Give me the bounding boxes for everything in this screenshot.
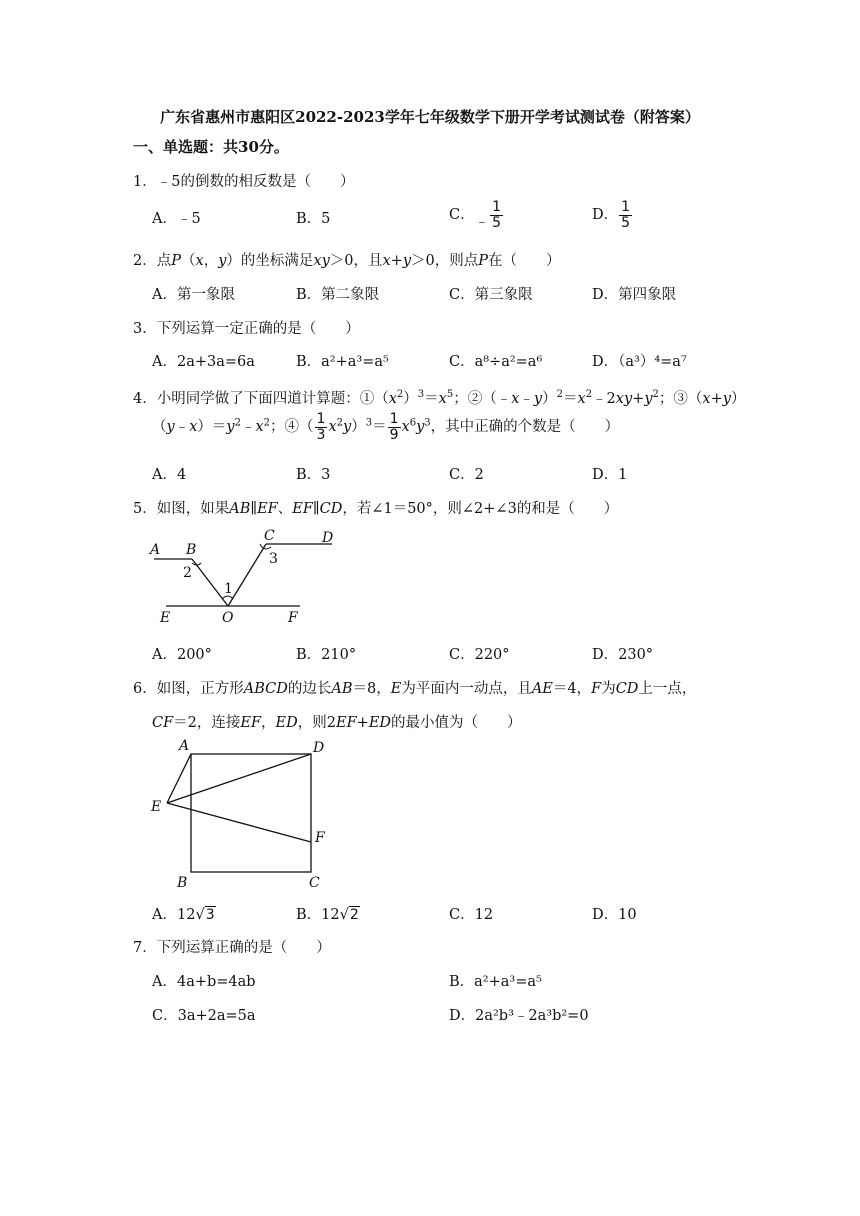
question-1-stem: 1．﹣5的倒数的相反数是（ ） bbox=[133, 174, 355, 190]
q5-option-a: A．200° bbox=[152, 647, 212, 663]
question-3-stem: 3．下列运算一定正确的是（ ） bbox=[133, 321, 360, 337]
question-6-line-1: 6．如图，正方形ABCD的边长AB＝8，E为平面内一动点，且AE＝4，F为CD上一点， bbox=[133, 681, 697, 697]
q2-text: 在（ ） bbox=[488, 253, 561, 269]
square-abcd bbox=[191, 754, 311, 872]
q1-option-d-label: D． bbox=[592, 207, 619, 224]
q2-var: P bbox=[478, 253, 489, 269]
question-7-stem: 7．下列运算正确的是（ ） bbox=[133, 940, 331, 956]
document-title: 广东省惠州市惠阳区2022-2023学年七年级数学下册开学考试测试卷（附答案） bbox=[160, 108, 700, 126]
q2-var: xy bbox=[313, 253, 330, 269]
q6-option-b-label: B．12 bbox=[296, 907, 340, 923]
fraction-numerator: 1 bbox=[316, 411, 326, 427]
q6-option-a-label: A．12 bbox=[152, 907, 196, 923]
sqrt-symbol: √3 bbox=[195, 907, 215, 923]
q4-fraction-one-third bbox=[315, 412, 328, 442]
q2-option-a: A．第一象限 bbox=[152, 287, 235, 303]
q2-var: y bbox=[218, 253, 227, 269]
q7-option-d: D．2a²b³﹣2a³b²=0 bbox=[449, 1008, 589, 1024]
q7-option-a: A．4a+b=4ab bbox=[152, 974, 256, 990]
q7-option-b: B．a²+a³=a⁵ bbox=[449, 974, 542, 990]
q6-option-d: D．10 bbox=[592, 907, 637, 923]
label-e: E bbox=[160, 610, 171, 626]
radicand: 3 bbox=[205, 907, 215, 923]
fraction-numerator: 1 bbox=[492, 199, 502, 215]
label-c: C bbox=[264, 528, 275, 544]
label-c: C bbox=[309, 875, 320, 891]
segment-ed bbox=[167, 754, 311, 803]
q4-option-a: A．4 bbox=[152, 467, 187, 483]
q6-option-c: C．12 bbox=[449, 907, 494, 923]
q1-option-b: B．5 bbox=[296, 211, 331, 227]
q4-prefix: 4．小明同学做了下面四道计算题：① bbox=[133, 391, 375, 407]
q5-suffix: 的和是（ ） bbox=[516, 501, 619, 517]
segment-ef bbox=[167, 803, 311, 842]
q4-option-c: C．2 bbox=[449, 467, 484, 483]
question-5-stem: 5．如图，如果AB∥EF、EF∥CD，若∠1＝50°，则∠2+∠3的和是（ ） bbox=[133, 501, 619, 517]
label-angle-1: 1 bbox=[224, 581, 233, 597]
fraction-numerator: 1 bbox=[389, 411, 399, 427]
q2-option-d: D．第四象限 bbox=[592, 287, 677, 303]
q5-option-c: C．220° bbox=[449, 647, 510, 663]
label-angle-3: 3 bbox=[269, 551, 278, 567]
fraction-numerator: 1 bbox=[621, 199, 631, 215]
q1-option-c-sign: ﹣ bbox=[474, 214, 490, 231]
q4-suffix: ，其中正确的个数是（ ） bbox=[430, 419, 620, 436]
q2-option-b: B．第二象限 bbox=[296, 287, 380, 303]
label-a: A bbox=[150, 542, 161, 558]
sqrt-symbol: √2 bbox=[339, 907, 359, 923]
label-b: B bbox=[186, 542, 197, 558]
q2-text: ， bbox=[203, 253, 219, 269]
q2-var: x bbox=[195, 253, 204, 269]
q1-option-d bbox=[592, 200, 633, 230]
section-heading: 一、单选题：共30分。 bbox=[133, 138, 289, 156]
question-4-line-1: 4．小明同学做了下面四道计算题：$①(x^2)^3=x^5$；$②(﹣x﹣y)^2=x^2﹣2xy+y^2$；③（x+y） bbox=[133, 389, 746, 407]
q4-option-d: D．1 bbox=[592, 467, 628, 483]
question-2-stem bbox=[133, 249, 561, 270]
label-angle-2: 2 bbox=[183, 565, 192, 581]
q5-option-d: D．230° bbox=[592, 647, 654, 663]
label-b: B bbox=[177, 875, 188, 891]
q4-fraction-one-ninth bbox=[388, 412, 401, 442]
label-f: F bbox=[288, 610, 298, 626]
question-6-line-2: CF＝2，连接EF，ED，则2EF+ED的最小值为（ ） bbox=[152, 715, 522, 731]
q3-option-a: A．2a+3a=6a bbox=[152, 354, 255, 370]
fraction-denominator: 5 bbox=[492, 214, 502, 231]
q6-option-b bbox=[296, 903, 360, 924]
radicand: 2 bbox=[349, 907, 359, 923]
q2-var: P bbox=[171, 253, 181, 269]
q6-option-a bbox=[152, 903, 216, 924]
q5-option-b: B．210° bbox=[296, 647, 357, 663]
q1-option-a: A．﹣5 bbox=[152, 211, 201, 227]
q5-prefix: 5．如图，如果 bbox=[133, 501, 230, 517]
fraction-denominator: 5 bbox=[621, 214, 631, 231]
q3-option-c: C．a⁸÷a²=a⁶ bbox=[449, 354, 543, 370]
fraction-denominator: 9 bbox=[389, 426, 399, 443]
label-d: D bbox=[322, 530, 334, 546]
label-o: O bbox=[222, 610, 234, 626]
q1-option-d-fraction bbox=[619, 200, 632, 230]
fraction-denominator: 3 bbox=[316, 426, 326, 443]
q4-option-b: B．3 bbox=[296, 467, 331, 483]
label-a: A bbox=[179, 738, 190, 754]
label-e: E bbox=[151, 799, 162, 815]
q3-option-b: B．a²+a³=a⁵ bbox=[296, 354, 389, 370]
q1-option-c-fraction bbox=[490, 200, 503, 230]
q2-text: （ bbox=[181, 253, 196, 269]
q2-option-c: C．第三象限 bbox=[449, 287, 533, 303]
q1-option-c bbox=[449, 200, 504, 230]
q2-text: ）的坐标满足 bbox=[226, 253, 314, 269]
label-f: F bbox=[315, 830, 325, 846]
q2-var: x+y bbox=[382, 253, 412, 269]
q2-text: ＞0，则点 bbox=[411, 253, 479, 269]
q5-parallel-lines-figure bbox=[140, 525, 350, 630]
q2-text: ＞0，且 bbox=[329, 253, 383, 269]
q7-option-c: C．3a+2a=5a bbox=[152, 1008, 256, 1024]
label-d: D bbox=[313, 740, 325, 756]
segment-oc bbox=[228, 544, 266, 606]
q6-square-figure bbox=[145, 735, 335, 895]
q2-text: 2．点 bbox=[133, 253, 172, 269]
q1-option-c-label: C． bbox=[449, 207, 475, 224]
q3-option-d: D．（a³）⁴=a⁷ bbox=[592, 354, 687, 370]
question-4-line-2: $(y﹣x)=y^2﹣x^2$；④（ $\frac{1}{3}$ $x^2y)^3=$ $\frac{1}{9}$ $x^6y^3$，其中正确的个数是（ ） bbox=[152, 411, 620, 443]
